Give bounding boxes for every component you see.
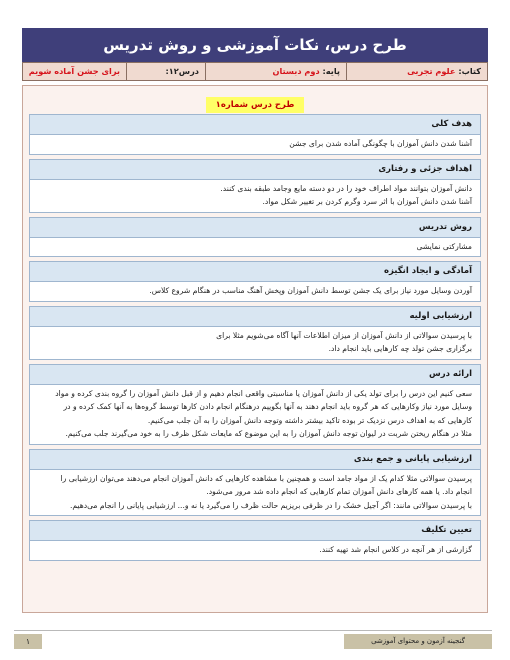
grade-value: دوم دبستان [272,66,320,76]
section-heading: ارزشیابی پایانی و جمع بندی [30,450,480,470]
lesson-plan-page [22,28,488,613]
section-body [30,282,480,301]
lesson-number-label: درس۱۲: [165,66,199,76]
plan-container [22,85,488,613]
section-body [30,180,480,212]
section-line: کارهایی که به اهداف درس نزدیک تر بوده تاکید بیشتر داشته وتوجه دانش آموزان را به آن جلب می‌کنیم. [147,415,472,425]
section-heading: اهداف جزئی و رفتاری [30,160,480,180]
section-line: سعی کنیم این درس را برای تولد یکی از دانش آموزان یا مناسبتی واقعی انجام دهیم و از قبل دانش آموزان را گروه بندی کرده و مواد [55,388,472,398]
section-line: وسایل مورد نیاز وکارهایی که هر گروه باید انجام دهند به آنها بگوییم درهنگام انجام دادن کارها توسط گروه‌ها به آنها کمک کرده و در [63,402,472,411]
section-body [30,238,480,257]
section-homework [29,520,481,561]
section-body [30,135,480,154]
section-line: برگزاری جشن تولد چه کارهایی باید انجام داد. [328,344,472,353]
section-line: آشنا شدن دانش آموزان با چگونگی آماده شدن برای جشن [289,139,472,148]
section-final-assessment [29,449,481,517]
section-line: آوردن وسایل مورد نیاز برای یک جشن توسط دانش آموزان وپخش آهنگ مناسب در هنگام شروع کلاس. [149,286,472,295]
section-detailed-goals [29,159,481,213]
section-body [30,541,480,560]
section-general-goal [29,114,481,155]
section-line: آشنا شدن دانش آموزان با اثر سرد وگرم کردن بر تغییر شکل مواد. [262,197,472,206]
plan-label-wrap [29,92,481,110]
section-line: دانش آموزان بتوانند مواد اطراف خود را در دو دسته مایع وجامد طبقه بندی کنند. [220,183,472,193]
section-body [30,470,480,516]
section-heading: ارائه درس [30,365,480,385]
lesson-info-row [22,62,488,81]
section-initial-assessment [29,306,481,360]
section-motivation [29,261,481,302]
section-line: مثلا در هنگام ریختن شربت در لیوان توجه دانش آموزان را به این موضوع که مایعات شکل ظرف را به خود می‌گیرند جلب می‌کنیم. [65,429,472,438]
section-line: با پرسیدن سوالاتی از دانش آموزان از میزان اطلاعات آنها آگاه می‌شویم مثلا برای [216,330,472,340]
section-body [30,327,480,359]
section-presentation [29,364,481,445]
lesson-title-value: برای جشن آماده شویم [28,66,120,76]
section-teaching-method [29,217,481,258]
page-footer [14,630,492,649]
section-heading: هدف کلی [30,115,480,135]
section-line: مشارکتی نمایشی [416,241,472,251]
section-line: انجام داد. یا همه کارهای دانش آموزان تمام کارهایی که انجام داده شد مرور می‌شود. [206,487,472,496]
section-line: پرسیدن سوالاتی مثلا کدام یک از مواد جامد است و همچنین با مشاهده کارهایی که دانش آموزان انجام می‌دهند می‌توان ارزشیابی را [60,473,472,483]
lesson-title-cell [23,63,126,80]
section-heading: ارزشیابی اولیه [30,307,480,327]
section-heading: روش تدریس [30,218,480,238]
page-title: طرح درس، نکات آموزشی و روش تدریس [22,28,488,62]
section-body [30,385,480,444]
section-heading: آمادگی و ایجاد انگیزه [30,262,480,282]
book-value: علوم تجربی [407,66,456,76]
book-cell [346,63,487,80]
plan-number-label: طرح درس شماره۱ [206,97,305,113]
section-heading: تعیین تکلیف [30,521,480,541]
publisher-label: گنجینه آزمون و محتوای آموزشی [344,634,492,649]
page-number: ۱ [14,634,42,649]
grade-label: پایه: [322,66,340,76]
section-line: با پرسیدن سوالاتی مانند: اگر آجیل خشک را در ظرفی بریزیم حالت ظرف را می‌گیرد یا نه و... ارزشیابی پایانی را انجام می‌دهیم. [69,500,472,510]
section-line: گزارشی از هر آنچه در کلاس انجام شد تهیه کنند. [319,545,472,554]
lesson-number-cell [126,63,205,80]
book-label: کتاب: [458,66,481,76]
grade-cell [205,63,346,80]
